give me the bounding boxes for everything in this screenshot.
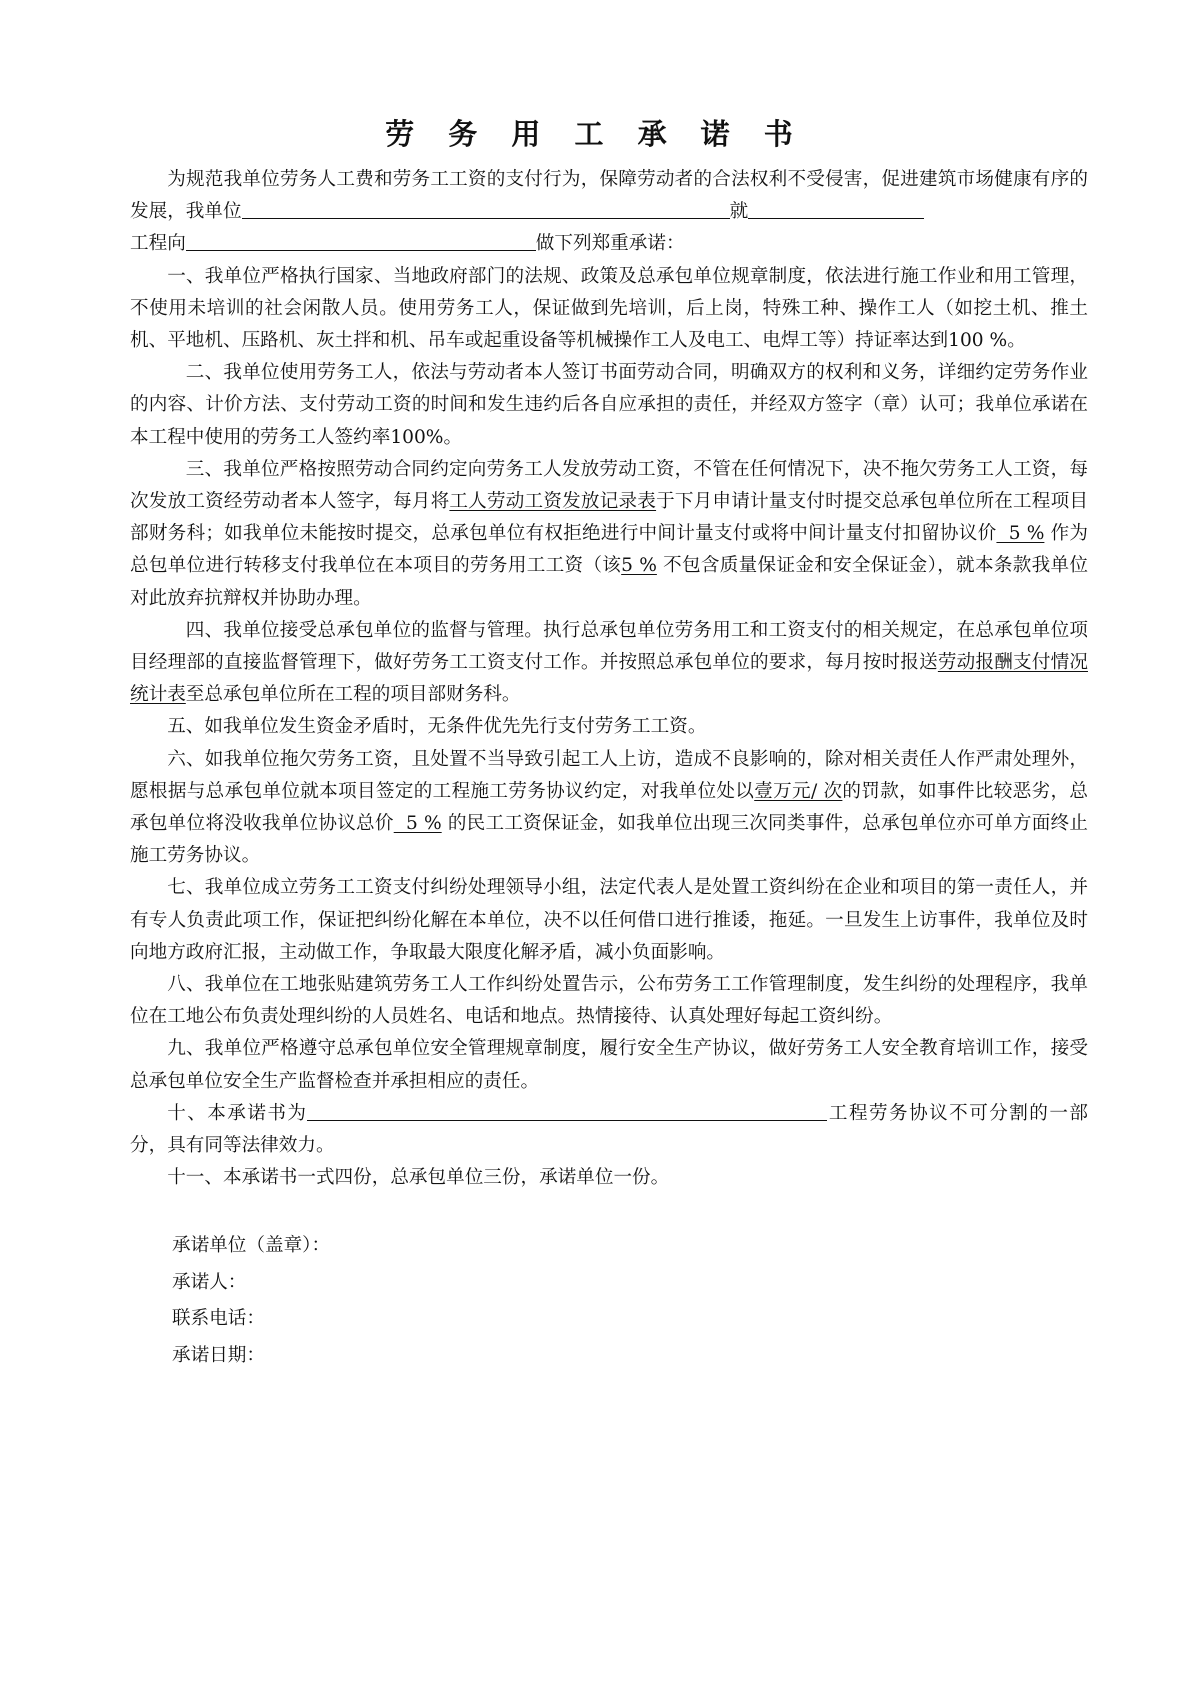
clause-3-text-d: 不包含质量保证金和安全保证金），就本条款我单位对此放弃抗辩权并协助办理。 (130, 555, 1088, 609)
signature-date-label: 承诺日期： (172, 1344, 265, 1366)
clause-8: 八、我单位在工地张贴建筑劳务工人工作纠纷处置告示，公布劳务工工作管理制度，发生纠纷的处理程序，我单位在工地公布负责处理纠纷的人员姓名、电话和地点。热情接待、认真处理好每起工资纠纷。 (130, 974, 1088, 1028)
remuneration-stats-form-link: 劳动报酬支付情况统计表 (130, 652, 1088, 706)
preamble-text-a: 为规范我单位劳务人工费和劳务工工资的支付行为，保障劳动者的合法权利不受侵害，促进建筑市场健康有序的发展，我单位 (130, 169, 1088, 223)
clause-3-text-a: 三、我单位严格按照劳动合同约定向劳务工人发放劳动工资，不管在任何情况下，决不拖欠劳务工人工资，每次发放工资经劳动者本人签字，每月将 (130, 458, 1088, 513)
signature-unit-label: 承诺单位（盖章）： (172, 1235, 331, 1256)
clause-3-text-b: 于下月申请计量支付时提交总承包单位所在工程项目部财务科；如我单位未能按时提交，总承包单位有权拒绝进行中间计量支付或将中间计量支付扣留协议价 (130, 491, 1088, 545)
clause-9: 九、我单位严格遵守总承包单位安全管理规章制度，履行安全生产协议，做好劳务工人安全教育培训工作，接受总承包单位安全生产监督检查并承担相应的责任。 (130, 1038, 1088, 1092)
clause-1: 一、我单位严格执行国家、当地政府部门的法规、政策及总承包单位规章制度，依法进行施工作业和用工管理，不使用未培训的社会闲散人员。使用劳务工人，保证做到先培训，后上岗，特殊工种、操作工人（如挖土机、推土机、平地机、压路机、灰土拌和机、吊车或起重设备等机械操作工人及电工、电焊工等）持证率达到100 %。 (130, 265, 1088, 352)
project-name-blank[interactable] (748, 198, 924, 219)
wage-record-form-link: 工人劳动工资发放记录表 (449, 491, 657, 513)
preamble-text-d: 做下列郑重承诺： (535, 233, 685, 255)
clause-4 (130, 615, 1088, 712)
clause-4-text-b: 至总承包单位所在工程的项目部财务科。 (185, 684, 521, 706)
clause-10-text-b: 工程劳务协议不可分割的一部分，具有同等法律效力。 (130, 1102, 1088, 1157)
clause-3 (130, 454, 1088, 615)
clause-6-text-c: 的民工工资保证金，如我单位出现三次同类事件，总承包单位亦可单方面终止施工劳务协议。 (130, 813, 1088, 867)
signature-block (172, 1228, 330, 1374)
clause-11: 十一、本承诺书一式四份，总承包单位三份，承诺单位一份。 (167, 1167, 670, 1189)
signature-person-label: 承诺人： (172, 1271, 247, 1293)
agreement-project-blank[interactable] (307, 1100, 827, 1121)
clause-5: 五、如我单位发生资金矛盾时，无条件优先先行支付劳务工工资。 (167, 716, 707, 738)
clause-10-text-a: 十、本承诺书为 (167, 1102, 308, 1124)
preamble-text-b: 就 (729, 201, 749, 223)
signature-phone-label: 联系电话： (172, 1308, 265, 1329)
clause-4-text-a: 四、我单位接受总承包单位的监督与管理。执行总承包单位劳务用工和工资支付的相关规定，在总承包单位项目经理部的直接监督管理下，做好劳务工工资支付工作。并按照总承包单位的要求，每月按时报送 (130, 619, 1088, 674)
withhold-percentage-2: 5 % (621, 555, 657, 577)
general-contractor-blank[interactable] (186, 230, 536, 251)
unit-name-blank[interactable] (242, 198, 730, 219)
clause-2: 二、我单位使用劳务工人，依法与劳动者本人签订书面劳动合同，明确双方的权利和义务，详细约定劳务作业的内容、计价方法、支付劳动工资的时间和发生违约后各自应承担的责任，并经双方签字（章）认可；我单位承诺在本工程中使用的劳务工人签约率100%。 (130, 362, 1088, 448)
clause-6-text-a: 六、如我单位拖欠劳务工资，且处置不当导致引起工人上访，造成不良影响的，除对相关责任人作严肃处理外，愿根据与总承包单位就本项目签定的工程施工劳务协议约定，对我单位处以 (130, 748, 1088, 802)
preamble-paragraph (130, 164, 1088, 261)
clause-6 (130, 744, 1088, 873)
preamble-text-c: 工程向 (130, 233, 186, 255)
fine-amount: 壹万元/ 次 (754, 780, 843, 802)
clause-6-text-b: 的罚款，如事件比较恶劣，总承包单位将没收我单位协议总价 (130, 780, 1088, 835)
document-body (130, 164, 1088, 1195)
clause-10 (130, 1098, 1088, 1162)
withhold-percentage: 5 % (996, 523, 1045, 545)
document-title: 劳 务 用 工 承 诺 书 (385, 117, 805, 151)
clause-7: 七、我单位成立劳务工工资支付纠纷处理领导小组，法定代表人是处置工资纠纷在企业和项目的第一责任人，并有专人负责此项工作，保证把纠纷化解在本单位，决不以任何借口进行推诿，拖延。一旦发生上访事件，我单位及时向地方政府汇报，主动做工作，争取最大限度化解矛盾，减小负面影响。 (130, 877, 1088, 963)
clause-3-text-c: 作为总包单位进行转移支付我单位在本项目的劳务用工工资（该 (130, 523, 1088, 577)
deposit-percentage: 5 % (393, 813, 442, 835)
